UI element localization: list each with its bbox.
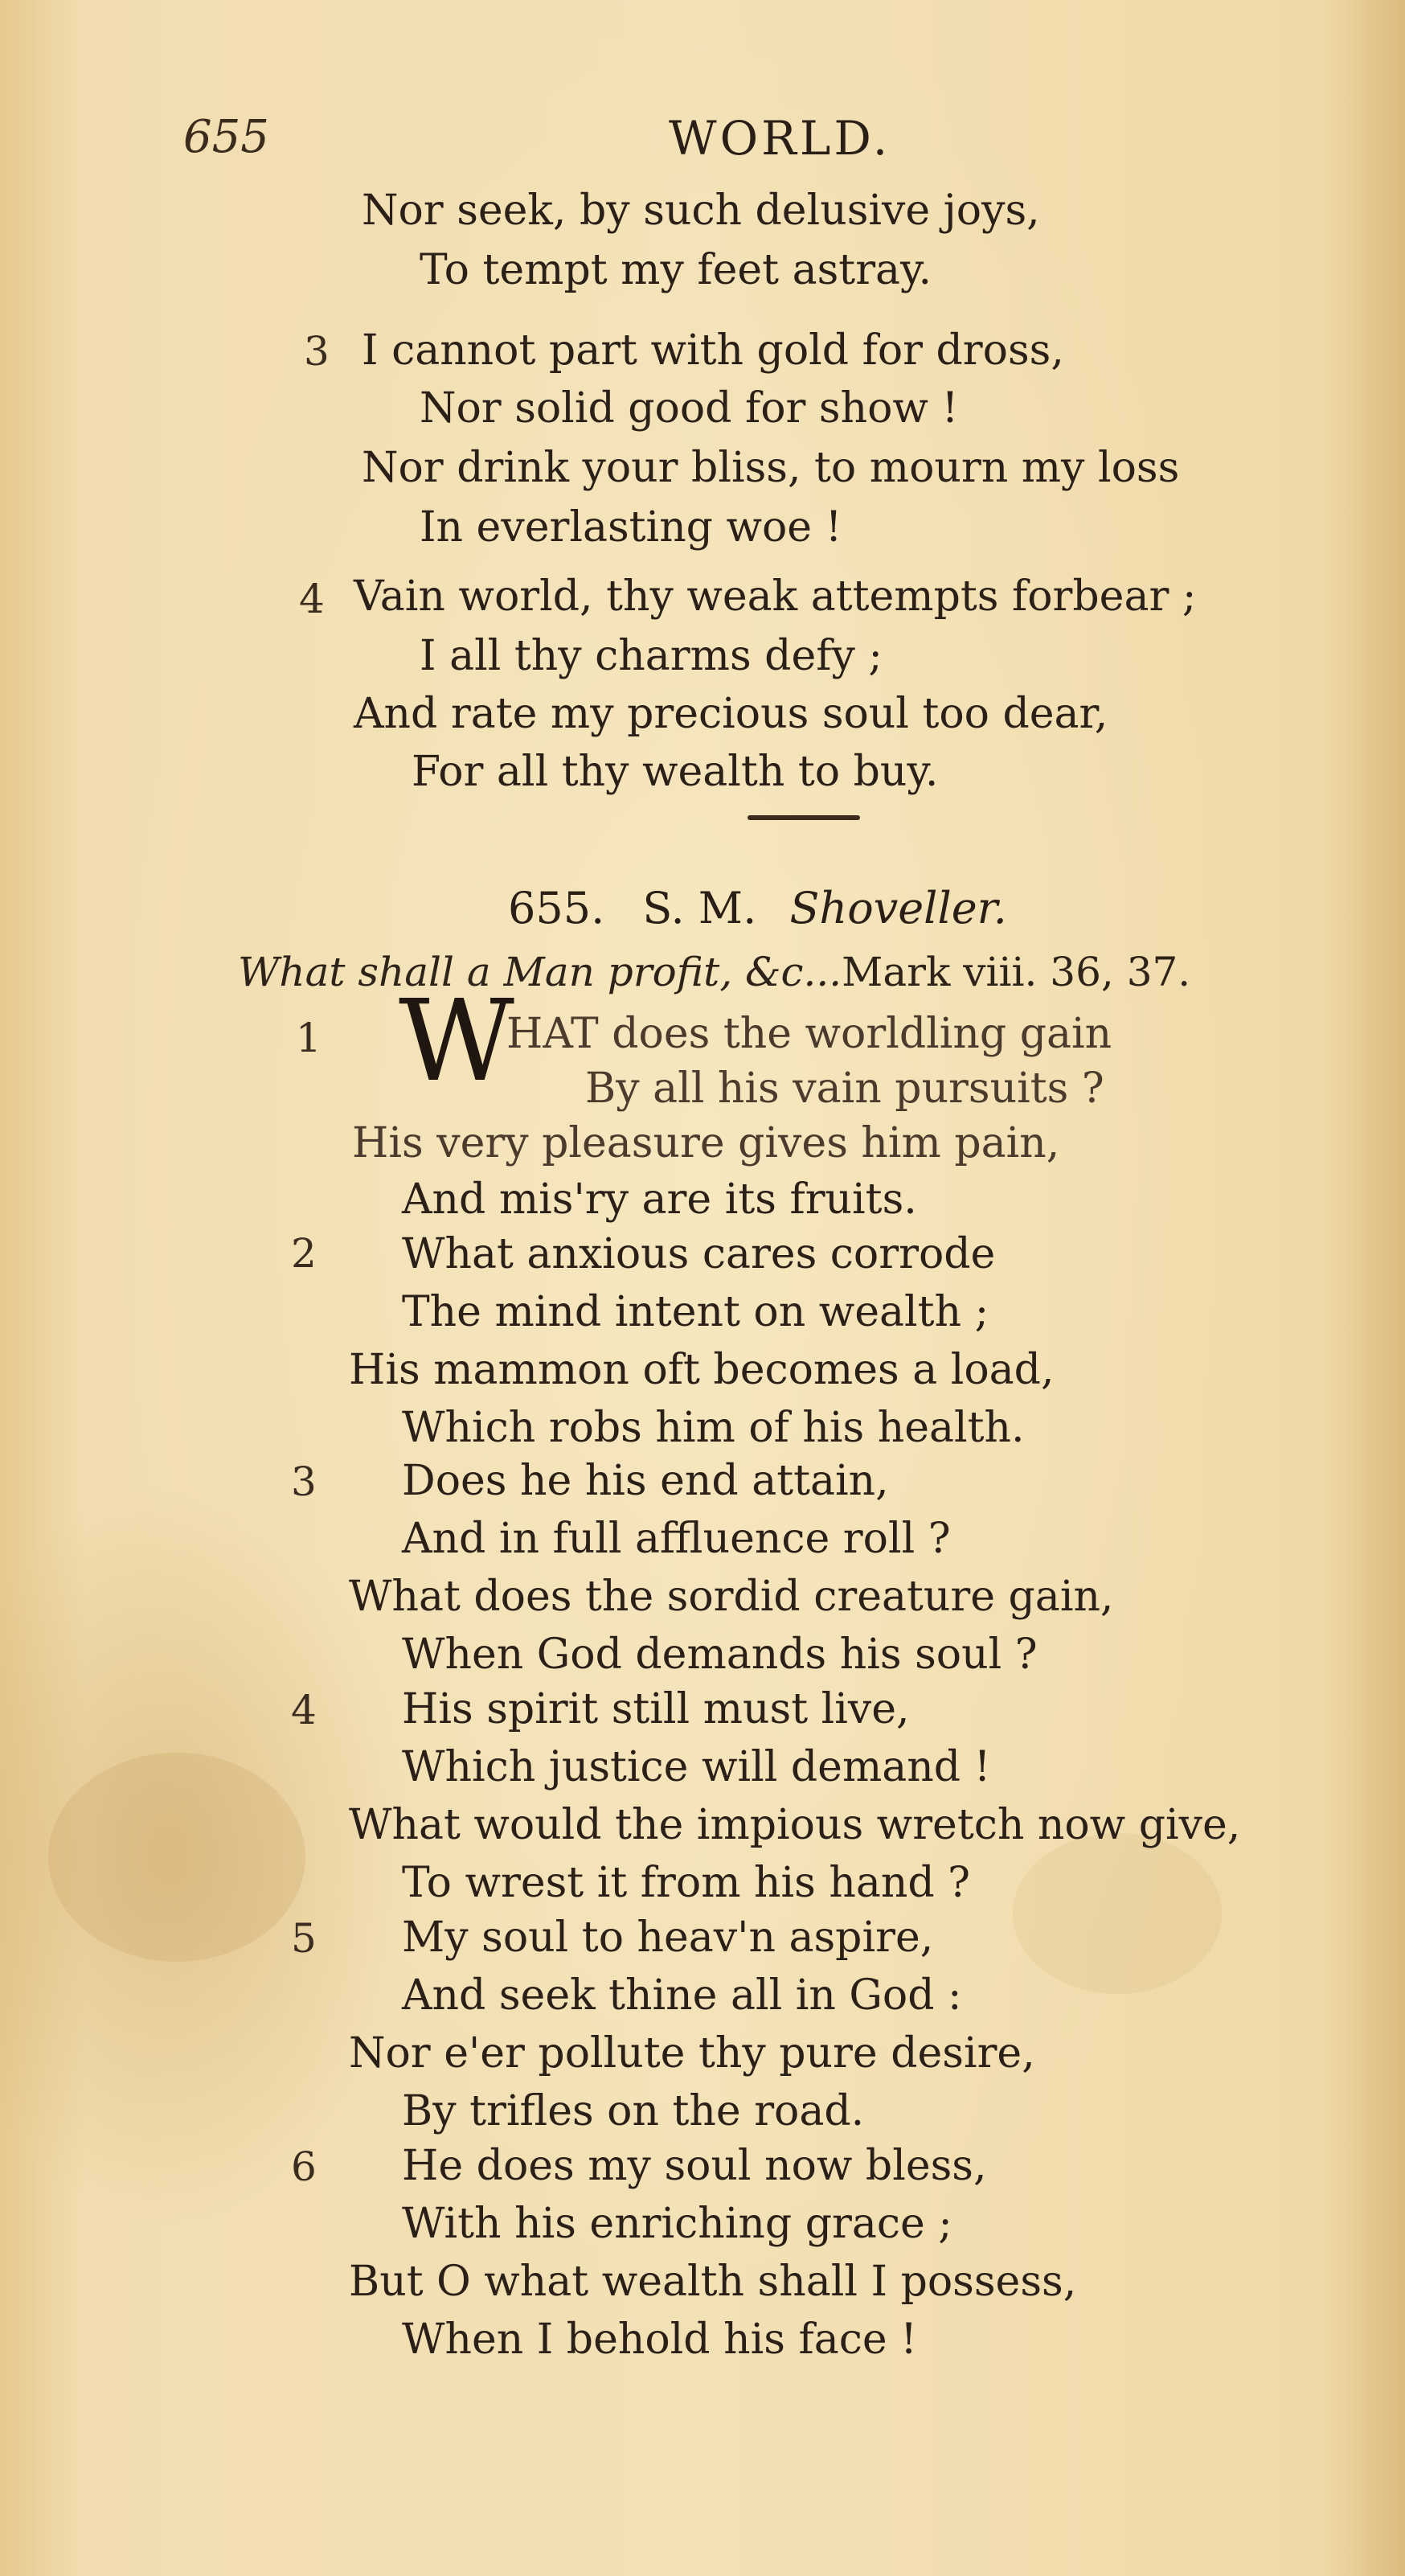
hymn-heading — [508, 883, 1007, 933]
verse-line: My soul to heav'n aspire, — [402, 1914, 934, 1962]
verse-line: With his enriching grace ; — [402, 2200, 952, 2248]
verse-line: When God demands his soul ? — [402, 1631, 1038, 1679]
verse-number: 3 — [304, 328, 330, 375]
verse-line: Nor drink your bliss, to mourn my loss — [362, 444, 1180, 492]
verse-number: 5 — [291, 1915, 317, 1962]
verse-line: What would the impious wretch now give, — [349, 1801, 1241, 1849]
verse-line: I all thy charms defy ; — [420, 632, 883, 680]
verse-number: 6 — [291, 2143, 317, 2190]
verse-line: HAT does the worldling gain — [506, 1010, 1112, 1058]
verse-line: His mammon oft becomes a load, — [349, 1346, 1055, 1394]
verse-number: 3 — [291, 1458, 317, 1505]
hymn-author: Shoveller. — [789, 883, 1007, 933]
drop-cap: W — [399, 976, 514, 1107]
hymn-number: 655. — [508, 883, 605, 933]
verse-line: Nor seek, by such delusive joys, — [362, 187, 1040, 235]
verse-number: 2 — [291, 1230, 317, 1277]
verse-line: When I behold his face ! — [402, 2316, 918, 2364]
verse-number: 4 — [299, 576, 325, 622]
verse-line: I cannot part with gold for dross, — [362, 326, 1064, 375]
hymn-meter: S. M. — [642, 883, 757, 933]
verse-number: 4 — [291, 1687, 317, 1733]
verse-line: By all his vain pursuits ? — [585, 1064, 1104, 1113]
verse-line: For all thy wealth to buy. — [412, 748, 939, 796]
paper-stain — [1013, 1833, 1222, 1994]
verse-line: Nor solid good for show ! — [420, 384, 959, 433]
verse-line: Vain world, thy weak attempts forbear ; — [354, 572, 1197, 621]
verse-line: And mis'ry are its fruits. — [402, 1175, 917, 1224]
paper-stain — [48, 1753, 305, 1962]
verse-line: His very pleasure gives him pain, — [352, 1119, 1060, 1167]
verse-line: To wrest it from his hand ? — [402, 1859, 971, 1907]
verse-line: And rate my precious soul too dear, — [354, 690, 1108, 738]
page-number: 655 — [183, 111, 269, 163]
verse-line: By trifles on the road. — [402, 2087, 865, 2135]
running-title: WORLD. — [669, 111, 891, 166]
scripture-reference — [238, 949, 1190, 995]
verse-line: The mind intent on wealth ; — [402, 1288, 989, 1336]
verse-line: What does the sordid creature gain, — [349, 1573, 1114, 1621]
verse-line: Which justice will demand ! — [402, 1743, 991, 1791]
verse-line: And in full affluence roll ? — [402, 1515, 951, 1563]
verse-line: But O what wealth shall I possess, — [349, 2258, 1077, 2306]
verse-line: To tempt my feet astray. — [420, 246, 932, 294]
verse-line: Nor e'er pollute thy pure desire, — [349, 2029, 1035, 2078]
verse-line: His spirit still must live, — [402, 1685, 910, 1733]
scripture-quote: What shall a Man profit, &c... — [238, 949, 842, 995]
section-divider — [748, 815, 860, 820]
verse-line: In everlasting woe ! — [420, 503, 842, 552]
verse-line: And seek thine all in God : — [402, 1971, 962, 2020]
verse-line: What anxious cares corrode — [402, 1230, 996, 1278]
verse-line: Does he his end attain, — [402, 1457, 889, 1505]
verse-number: 1 — [296, 1015, 322, 1061]
verse-line: He does my soul now bless, — [402, 2142, 987, 2190]
verse-line: Which robs him of his health. — [402, 1404, 1025, 1452]
scripture-citation: Mark viii. 36, 37. — [842, 949, 1191, 995]
